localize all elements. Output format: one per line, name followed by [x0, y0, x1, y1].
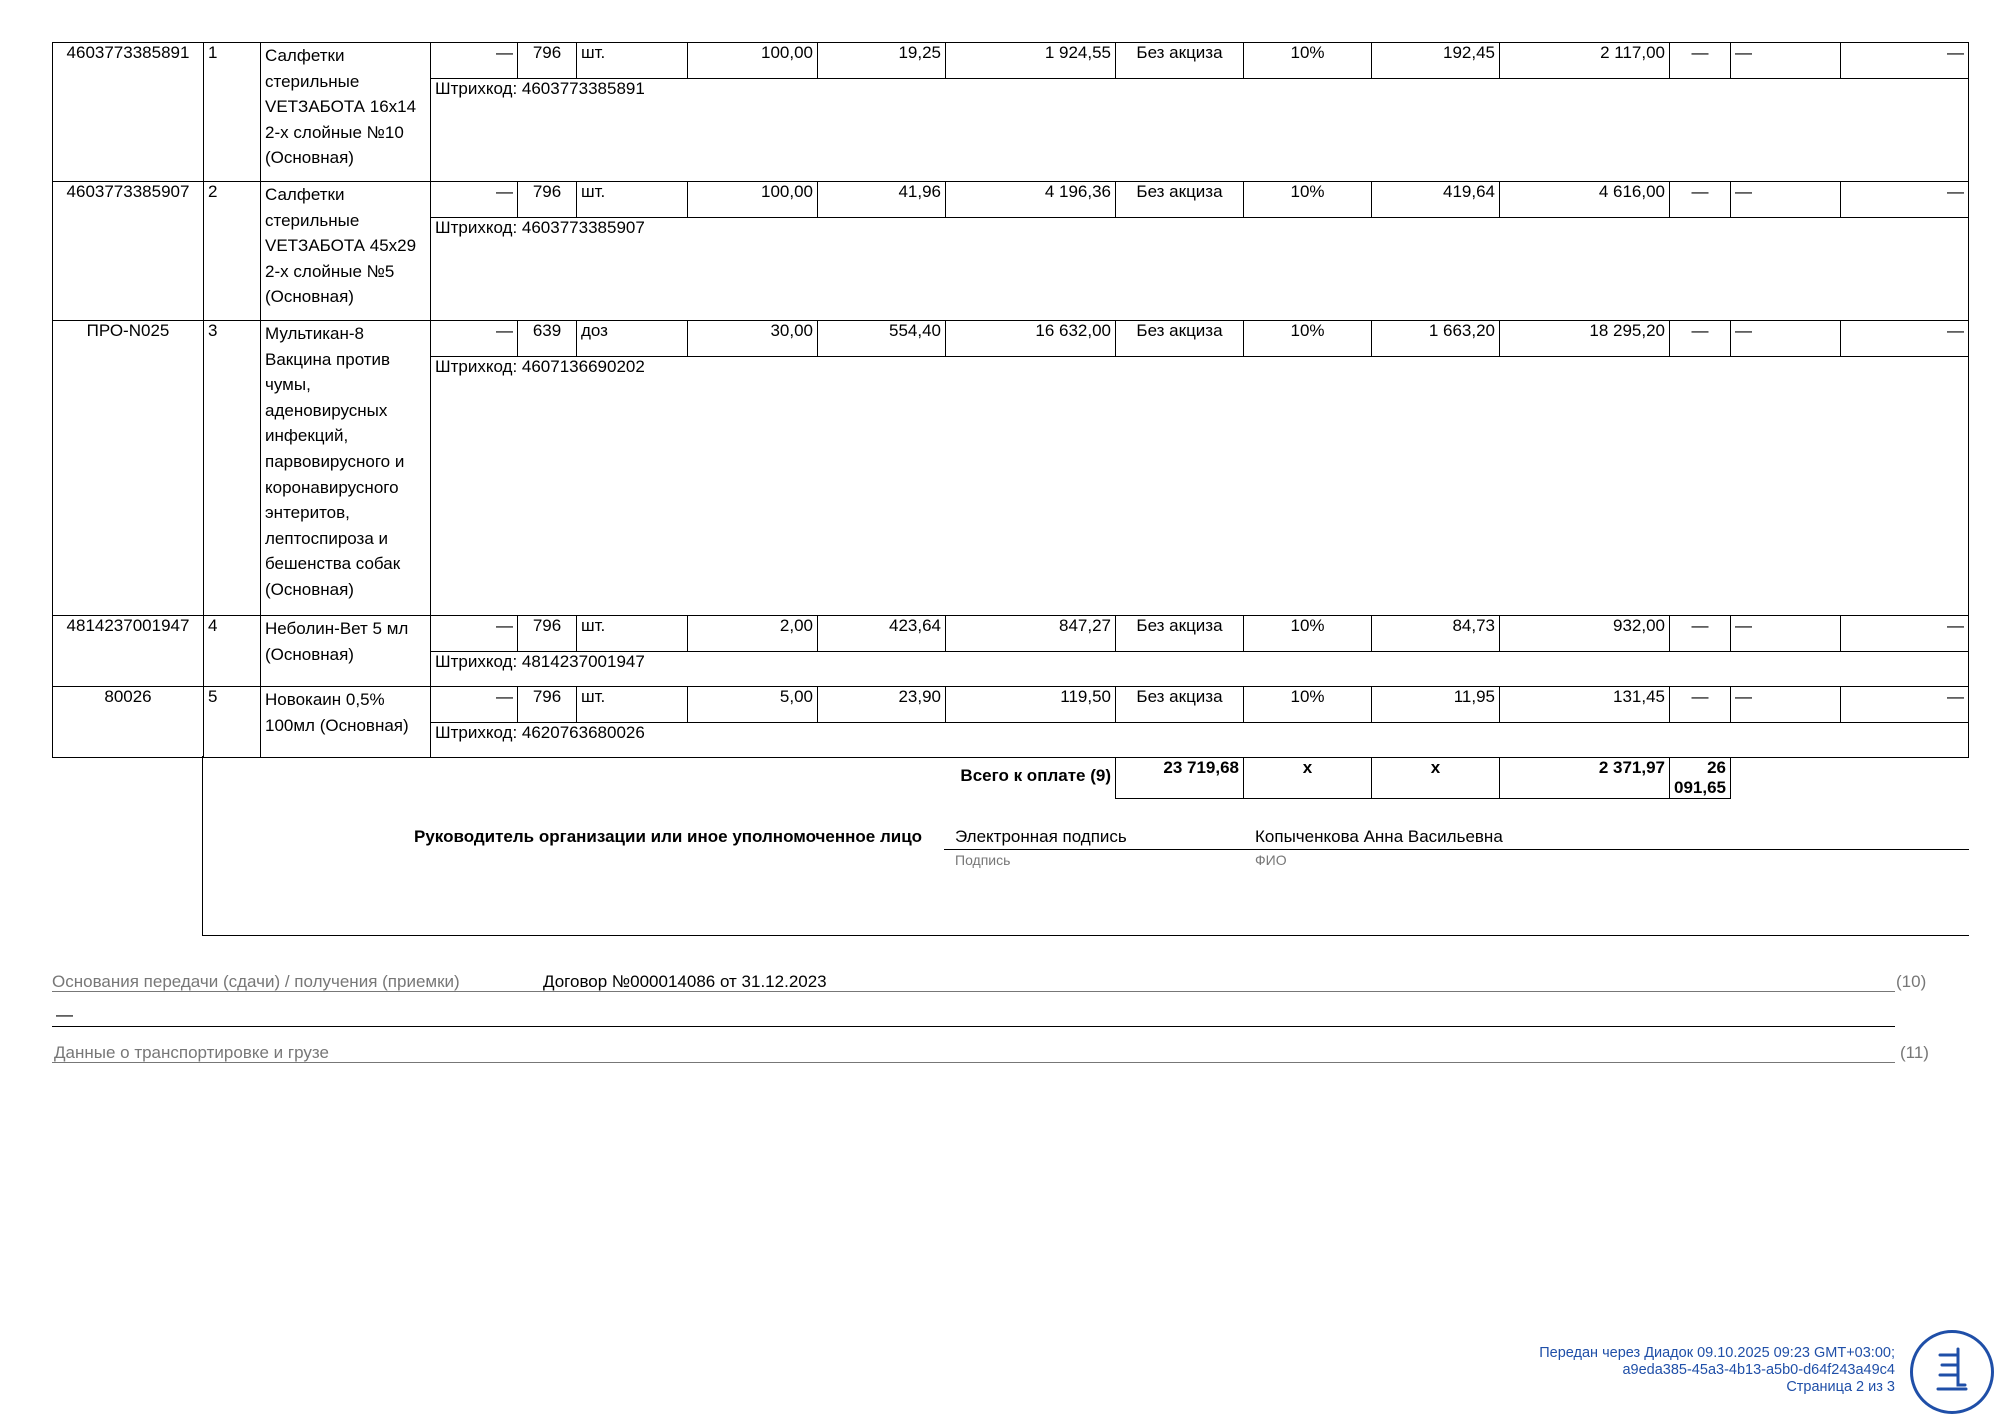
- stamp-line-3: Страница 2 из 3: [1786, 1379, 1895, 1395]
- product-barcode: Штрихкод: 4620763680026: [431, 723, 1969, 758]
- totals-label: Всего к оплате (9): [204, 758, 1116, 799]
- stamp-line-1: Передан через Диадок 09.10.2025 09:23 GMT+03:00;: [1539, 1345, 1895, 1361]
- unit-price: 19,25: [818, 43, 946, 79]
- unit-price: 23,90: [818, 687, 946, 723]
- fio-value: Копыченкова Анна Васильевна: [1255, 827, 1503, 846]
- product-barcode: Штрихкод: 4603773385891: [431, 79, 1969, 182]
- country-code: —: [1670, 687, 1731, 723]
- tax-rate: 10%: [1244, 687, 1372, 723]
- product-name: Мультикан-8 Вакцина против чумы, аденовирусных инфекций, парвовирусного и коронавирусного энтеритов, лептоспироза и бешенства собак (Основная): [261, 321, 431, 616]
- country-code: —: [1670, 616, 1731, 652]
- table-row: [53, 687, 1969, 723]
- excise: Без акциза: [1116, 321, 1244, 357]
- transport-data-line: [52, 1062, 1895, 1063]
- product-type-code: —: [431, 182, 518, 218]
- product-code: 4603773385907: [53, 182, 204, 321]
- unit-code: 796: [518, 616, 577, 652]
- total-tax: 2 371,97: [1500, 758, 1670, 799]
- customs-declaration: —: [1841, 687, 1969, 723]
- row-number: 5: [204, 687, 261, 758]
- total-tax-rate: x: [1372, 758, 1500, 799]
- excise: Без акциза: [1116, 182, 1244, 218]
- sign-block-bottom-border: [202, 935, 1969, 936]
- country-name: —: [1731, 687, 1841, 723]
- transfer-basis-number: (10): [1896, 972, 1927, 991]
- table-row: [53, 182, 1969, 218]
- product-barcode: Штрихкод: 4607136690202: [431, 357, 1969, 616]
- signature-caption: Подпись: [955, 852, 1011, 868]
- product-type-code: —: [431, 616, 518, 652]
- dash-line: [52, 1026, 1895, 1027]
- country-code: —: [1670, 182, 1731, 218]
- totals-spacer: [53, 758, 204, 799]
- fio-caption: ФИО: [1255, 852, 1287, 868]
- unit-code: 796: [518, 182, 577, 218]
- transfer-basis-value: Договор №000014086 от 31.12.2023: [543, 972, 827, 991]
- diadoc-stamp: [1539, 1345, 1895, 1396]
- total-amount-without-tax: 23 719,68: [1116, 758, 1244, 799]
- product-name: Неболин-Вет 5 мл (Основная): [261, 616, 431, 687]
- transport-data-number: (11): [1900, 1043, 1929, 1062]
- tax-amount: 84,73: [1372, 616, 1500, 652]
- tax-rate: 10%: [1244, 321, 1372, 357]
- product-name: Новокаин 0,5% 100мл (Основная): [261, 687, 431, 758]
- customs-declaration: —: [1841, 321, 1969, 357]
- table-row: [53, 616, 1969, 652]
- total-amount-with-tax: 26 091,65: [1670, 758, 1731, 799]
- unit-name: шт.: [577, 616, 688, 652]
- product-name: Салфетки стерильные VETЗАБОТА 16х14 2-х слойные №10 (Основная): [261, 43, 431, 182]
- unit-code: 796: [518, 43, 577, 79]
- empty-field-dash: —: [56, 1005, 73, 1024]
- customs-declaration: —: [1841, 43, 1969, 79]
- goods-table: [52, 42, 1969, 799]
- product-code: 4814237001947: [53, 616, 204, 687]
- product-type-code: —: [431, 687, 518, 723]
- quantity: 2,00: [688, 616, 818, 652]
- product-type-code: —: [431, 43, 518, 79]
- amount-with-tax: 4 616,00: [1500, 182, 1670, 218]
- country-code: —: [1670, 321, 1731, 357]
- unit-price: 41,96: [818, 182, 946, 218]
- amount-without-tax: 4 196,36: [946, 182, 1116, 218]
- quantity: 100,00: [688, 43, 818, 79]
- product-barcode: Штрихкод: 4814237001947: [431, 652, 1969, 687]
- transfer-basis-label: Основания передачи (сдачи) / получения (приемки): [52, 972, 460, 991]
- unit-price: 423,64: [818, 616, 946, 652]
- excise: Без акциза: [1116, 616, 1244, 652]
- amount-without-tax: 119,50: [946, 687, 1116, 723]
- totals-row: [53, 758, 1969, 799]
- table-row: [53, 321, 1969, 357]
- transfer-basis-line: [52, 991, 1895, 992]
- signature-line: [944, 849, 1969, 850]
- country-name: —: [1731, 321, 1841, 357]
- quantity: 100,00: [688, 182, 818, 218]
- tax-amount: 419,64: [1372, 182, 1500, 218]
- unit-code: 639: [518, 321, 577, 357]
- customs-declaration: —: [1841, 616, 1969, 652]
- country-name: —: [1731, 182, 1841, 218]
- tax-amount: 1 663,20: [1372, 321, 1500, 357]
- unit-name: шт.: [577, 687, 688, 723]
- country-code: —: [1670, 43, 1731, 79]
- product-barcode: Штрихкод: 4603773385907: [431, 218, 1969, 321]
- excise: Без акциза: [1116, 43, 1244, 79]
- stamp-line-2: a9eda385-45a3-4b13-a5b0-d64f243a49c4: [1622, 1362, 1895, 1378]
- amount-with-tax: 932,00: [1500, 616, 1670, 652]
- amount-with-tax: 2 117,00: [1500, 43, 1670, 79]
- unit-name: шт.: [577, 43, 688, 79]
- totals-tail-spacer: [1731, 758, 1969, 799]
- sign-block-left-border: [202, 756, 203, 936]
- country-name: —: [1731, 43, 1841, 79]
- amount-without-tax: 1 924,55: [946, 43, 1116, 79]
- tax-amount: 192,45: [1372, 43, 1500, 79]
- signature-value: Электронная подпись: [955, 827, 1127, 846]
- product-name: Салфетки стерильные VETЗАБОТА 45х29 2-х слойные №5 (Основная): [261, 182, 431, 321]
- amount-with-tax: 131,45: [1500, 687, 1670, 723]
- tax-rate: 10%: [1244, 616, 1372, 652]
- amount-without-tax: 16 632,00: [946, 321, 1116, 357]
- goods-table-body: [53, 43, 1969, 799]
- tax-rate: 10%: [1244, 43, 1372, 79]
- tax-rate: 10%: [1244, 182, 1372, 218]
- excise: Без акциза: [1116, 687, 1244, 723]
- amount-with-tax: 18 295,20: [1500, 321, 1670, 357]
- product-code: ПРО-N025: [53, 321, 204, 616]
- customs-declaration: —: [1841, 182, 1969, 218]
- quantity: 5,00: [688, 687, 818, 723]
- signatory-role: Руководитель организации или иное уполномоченное лицо: [414, 827, 923, 846]
- row-number: 2: [204, 182, 261, 321]
- product-type-code: —: [431, 321, 518, 357]
- country-name: —: [1731, 616, 1841, 652]
- row-number: 1: [204, 43, 261, 182]
- product-code: 4603773385891: [53, 43, 204, 182]
- unit-name: шт.: [577, 182, 688, 218]
- diadoc-logo-icon: [1910, 1330, 1994, 1414]
- table-row: [53, 43, 1969, 79]
- tax-amount: 11,95: [1372, 687, 1500, 723]
- product-code: 80026: [53, 687, 204, 758]
- quantity: 30,00: [688, 321, 818, 357]
- amount-without-tax: 847,27: [946, 616, 1116, 652]
- unit-name: доз: [577, 321, 688, 357]
- unit-price: 554,40: [818, 321, 946, 357]
- row-number: 4: [204, 616, 261, 687]
- unit-code: 796: [518, 687, 577, 723]
- total-excise: x: [1244, 758, 1372, 799]
- transport-data-label: Данные о транспортировке и грузе: [54, 1043, 329, 1062]
- row-number: 3: [204, 321, 261, 616]
